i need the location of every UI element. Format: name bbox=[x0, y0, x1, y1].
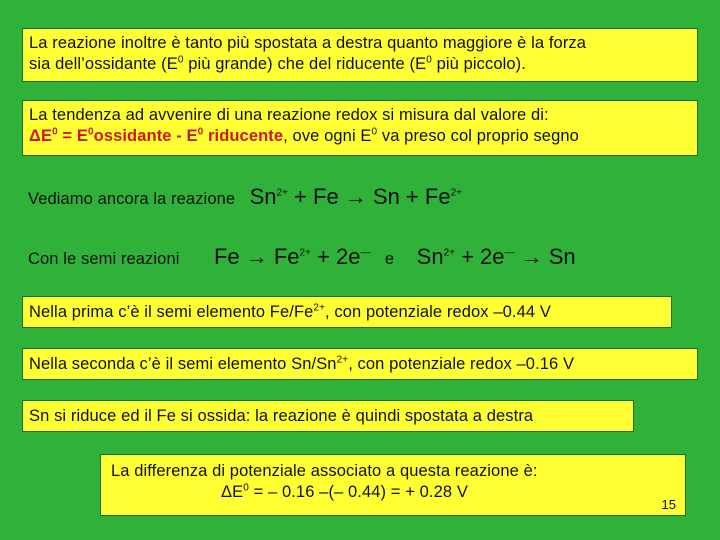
half-reaction-sn: $Sn^{2+} + 2e^— \to Sn$ bbox=[416, 244, 576, 269]
reaction-label: Vediamo ancora la reazione bbox=[28, 190, 236, 208]
first-half-cell-box: Nella prima c’è il semi elemento $Fe/Fe^{2+}$, con potenziale redox –0.44 V bbox=[22, 296, 672, 328]
delta-e-formula: $\Delta E^0$ = $E^0ossidante - E^0$ riducente bbox=[29, 126, 284, 145]
half-reactions-label: Con le semi reazioni bbox=[28, 250, 180, 268]
definition-box bbox=[22, 100, 698, 156]
and-word: e bbox=[384, 250, 395, 268]
potential-difference-box bbox=[100, 454, 686, 516]
intro-box bbox=[22, 28, 698, 82]
conclusion-box: Sn si riduce ed il Fe si ossida: la reazione è quindi spostata a destra bbox=[22, 400, 634, 432]
definition-line-2: $\Delta E^0$ = $E^0ossidante - E^0$ riducente, ove ogni $E^0$ va preso col proprio segno bbox=[29, 126, 579, 145]
intro-line-2: sia dell’ossidante ($E^0$ più grande) che del riducente ($E^0$ più piccolo). bbox=[29, 54, 526, 73]
potential-difference-line-2: $\Delta E^0$ = – 0.16 –(– 0.44) = + 0.28 V bbox=[221, 482, 468, 501]
half-reaction-fe: $Fe \to Fe^{2+} + 2e^—$ bbox=[213, 244, 371, 269]
second-half-cell-box: Nella seconda c’è il semi elemento $Sn/Sn^{2+}$, con potenziale redox –0.16 V bbox=[22, 348, 698, 380]
reaction-equation: $Sn^{2+} + Fe \to Sn + Fe^{2+}$ bbox=[249, 184, 462, 209]
potential-difference-line-1: La differenza di potenziale associato a questa reazione è: bbox=[111, 462, 538, 480]
intro-line-1: La reazione inoltre è tanto più spostata a destra quanto maggiore è la forza bbox=[29, 34, 587, 52]
slide-number: 15 bbox=[661, 497, 676, 512]
definition-line-1: La tendenza ad avvenire di una reazione redox si misura dal valore di: bbox=[29, 106, 549, 124]
half-reactions-line bbox=[28, 244, 576, 270]
reaction-line bbox=[28, 184, 462, 210]
